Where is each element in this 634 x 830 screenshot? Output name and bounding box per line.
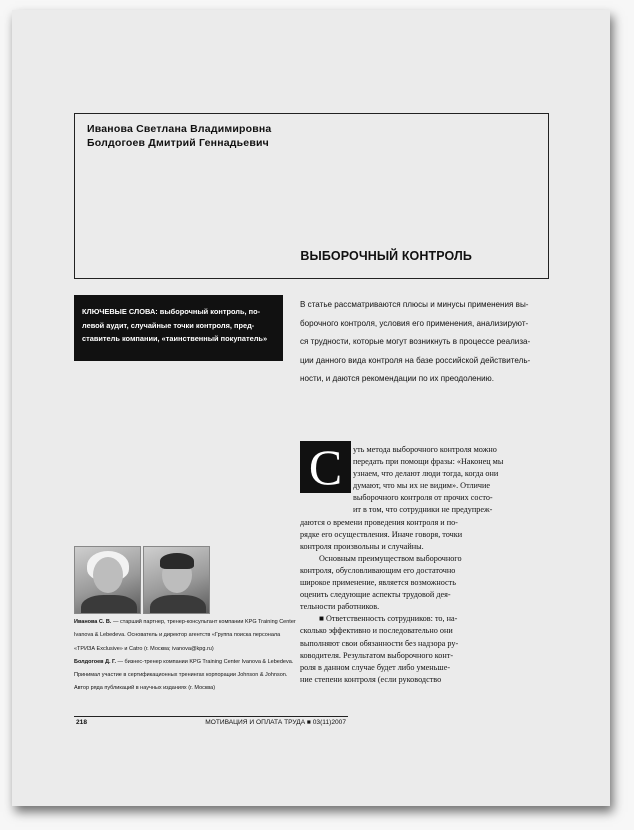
article-title: ВЫБОРОЧНЫЙ КОНТРОЛЬ bbox=[300, 249, 472, 263]
dropcap-letter: С bbox=[300, 441, 351, 493]
body-line: ние степени контроля (если руководство bbox=[300, 674, 442, 684]
bio-line: «ТРИЗА Exclusive» и Catro (г. Москва; ivanova@kpg.ru) bbox=[74, 645, 214, 652]
body-line: Основным преимуществом выборочного bbox=[319, 553, 462, 563]
body-line: выполняют свои обязанности без надзора ру- bbox=[300, 638, 459, 648]
body-line: ководителя. Результатом выборочного конт- bbox=[300, 650, 454, 660]
body-line: передать при помощи фразы: «Наконец мы bbox=[353, 457, 504, 467]
body-line: контроля произвольны и случайны. bbox=[300, 541, 424, 551]
keywords-line: ставитель компании, «таинственный покупатель» bbox=[82, 334, 268, 343]
body-line: рядке его осуществления. Иначе говоря, точки bbox=[300, 529, 463, 539]
author-bios bbox=[74, 616, 354, 696]
body-line: выборочного контроля от прочих состо- bbox=[353, 493, 493, 503]
body-line: оценить следующие аспекты трудовой дея- bbox=[300, 590, 451, 600]
abstract-line: ности, и даются рекомендации по их преодолению. bbox=[300, 374, 494, 384]
abstract bbox=[300, 296, 562, 389]
body-line: контроля, обусловливающим его достаточно bbox=[300, 565, 456, 575]
abstract-line: ции данного вида контроля на базе российской действитель- bbox=[300, 355, 531, 365]
bio-line: Болдогоев Д. Г. — бизнес-тренер компании KPG Training Center Ivanova & Lebedeva. bbox=[74, 658, 294, 665]
body-line: уть метода выборочного контроля можно bbox=[353, 445, 497, 454]
body-line: узнаем, что делают люди тогда, когда они bbox=[353, 469, 499, 479]
page-number: 218 bbox=[76, 719, 88, 726]
author-name: Иванова Светлана Владимировна bbox=[87, 123, 272, 135]
body-line: широкое применение, является возможность bbox=[300, 578, 456, 588]
author-photo-ivanova bbox=[74, 546, 141, 614]
body-line: ■ Ответственность сотрудников: то, на- bbox=[319, 614, 458, 624]
journal-name: МОТИВАЦИЯ И ОПЛАТА ТРУДА ■ 03(11)2007 bbox=[205, 719, 346, 726]
bio-name: Болдогоев Д. Г. bbox=[74, 658, 116, 665]
body-line: роля в данном случае будет либо уменьше- bbox=[300, 662, 451, 672]
body-line: тельности работников. bbox=[300, 602, 380, 612]
keywords-box bbox=[74, 295, 283, 361]
bio-line: Автор ряда публикаций в научных изданиях (г. Москва) bbox=[74, 685, 216, 692]
abstract-line: В статье рассматриваются плюсы и минусы применения вы- bbox=[300, 300, 529, 309]
body-line: даются о времени проведения контроля и по- bbox=[300, 517, 458, 527]
body-line: думают, что мы их не видим». Отличие bbox=[353, 481, 491, 491]
author-photos bbox=[74, 546, 210, 614]
keywords-line: левой аудит, случайные точки контроля, пред- bbox=[82, 320, 255, 330]
author-list bbox=[87, 122, 271, 150]
author-name: Болдогоев Дмитрий Геннадьевич bbox=[87, 137, 269, 149]
author-photo-boldogoev bbox=[143, 546, 210, 614]
body-line: ит в том, что сотрудники не предупреж- bbox=[353, 505, 493, 515]
bio-name: Иванова С. В. bbox=[74, 619, 112, 625]
abstract-line: борочного контроля, условия его применения, анализируют- bbox=[300, 318, 529, 328]
bio-line: Принимал участие в сертификационных тренингах корпорации Johnson & Johnson. bbox=[74, 672, 288, 679]
keywords-line: КЛЮЧЕВЫЕ СЛОВА: выборочный контроль, по- bbox=[82, 307, 261, 316]
journal-page bbox=[12, 10, 610, 806]
abstract-line: ся трудности, которые могут возникнуть в процессе реализа- bbox=[300, 337, 531, 347]
body-line: сколько эффективно и последовательно они bbox=[300, 626, 453, 636]
bio-line: Иванова С. В. — старший партнер, тренер-консультант компании KPG Training Center bbox=[74, 619, 296, 625]
author-box bbox=[74, 113, 549, 279]
bio-line: Ivanova & Lebedeva. Основатель и директор агентств «Группа поиска персонала bbox=[74, 632, 281, 639]
footer-divider bbox=[74, 716, 348, 717]
